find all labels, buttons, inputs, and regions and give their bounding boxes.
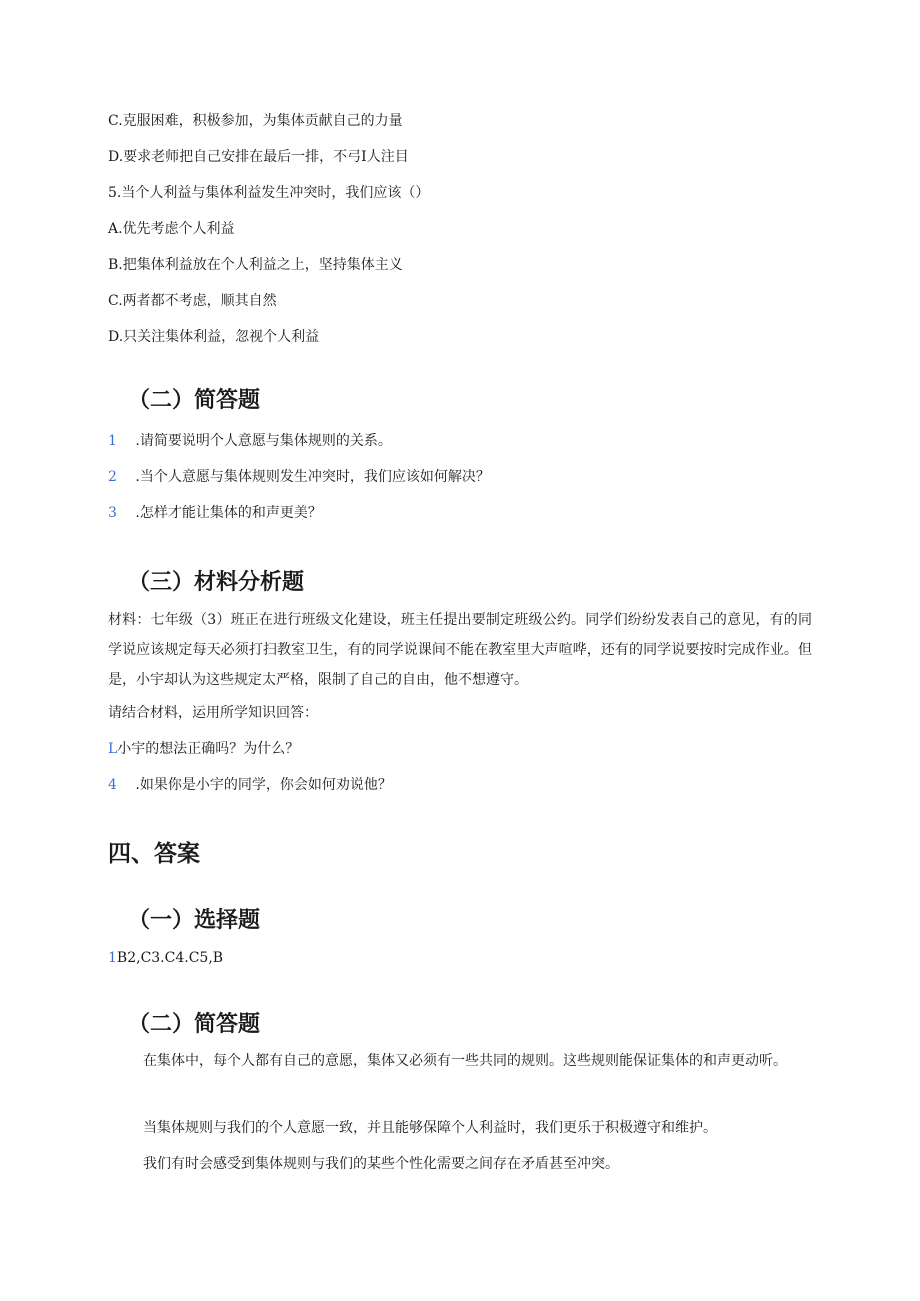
question-text: .当个人意愿与集体规则发生冲突时，我们应该如何解决？ — [135, 469, 490, 485]
question-text: .请简要说明个人意愿与集体规则的关系。 — [135, 433, 392, 449]
q5-option-b: B.把集体利益放在个人利益之上，坚持集体主义 — [108, 257, 403, 273]
choice-answers — [108, 950, 223, 966]
q5-option-c: C.两者都不考虑，顺其自然 — [108, 293, 277, 309]
material-question-1 — [108, 738, 299, 758]
answer-paragraph-3: 我们有时会感受到集体规则与我们的某些个性化需要之间存在矛盾甚至冲突。 — [143, 1156, 619, 1172]
q4-option-c: C.克服困难，积极参加，为集体贡献自己的力量 — [108, 113, 403, 129]
answer-paragraph-2: 当集体规则与我们的个人意愿一致，并且能够保障个人利益时，我们更乐于积极遵守和维护。 — [143, 1120, 717, 1136]
material-text: 材料：七年级（3）班正在进行班级文化建设，班主任提出要制定班级公约。同学们纷纷发表自己的意见，有的同学说应该规定每天必须打扫教室卫生，有的同学说课间不能在教室里大声喧哗，还有的同学说要按时完成作业。但是，小宇却认为这些规定太严格，限制了自己的自由，他不想遵守。 — [108, 612, 812, 688]
question-number: 2 — [108, 469, 117, 485]
answer-number: 1 — [108, 950, 117, 966]
short-answer-question-2 — [108, 466, 490, 486]
question-text: .怎样才能让集体的和声更美？ — [135, 505, 322, 521]
short-answer-question-3 — [108, 502, 322, 522]
q5-stem: 5.当个人利益与集体利益发生冲突时，我们应该（） — [108, 185, 430, 201]
question-number: 3 — [108, 505, 117, 521]
short-answer-question-1 — [108, 430, 392, 450]
question-number: 1 — [108, 433, 117, 449]
material-prompt: 请结合材料，运用所学知识回答： — [108, 705, 318, 721]
answer-paragraph-1: 在集体中，每个人都有自己的意愿，集体又必须有一些共同的规则。这些规则能保证集体的和声更动听。 — [143, 1053, 787, 1069]
material-question-2 — [108, 774, 392, 794]
short-answer-key-heading: （二）简答题 — [128, 1012, 261, 1037]
answers-heading: 四、答案 — [108, 841, 200, 867]
material-heading: （三）材料分析题 — [128, 570, 305, 595]
choice-answers-heading: （一）选择题 — [128, 908, 261, 933]
short-answer-heading: （二）简答题 — [128, 388, 261, 413]
question-number: 4 — [108, 777, 117, 793]
question-text: 小宇的想法正确吗？为什么？ — [117, 741, 300, 757]
question-text: .如果你是小宇的同学，你会如何劝说他？ — [135, 777, 392, 793]
answer-text: B2,C3.C4.C5,B — [116, 950, 224, 966]
question-number: L — [108, 741, 118, 757]
q4-option-d: D.要求老师把自己安排在最后一排，不弓I人注目 — [108, 149, 409, 165]
q5-option-d: D.只关注集体利益，忽视个人利益 — [108, 329, 320, 345]
q5-option-a: A.优先考虑个人利益 — [108, 221, 235, 237]
